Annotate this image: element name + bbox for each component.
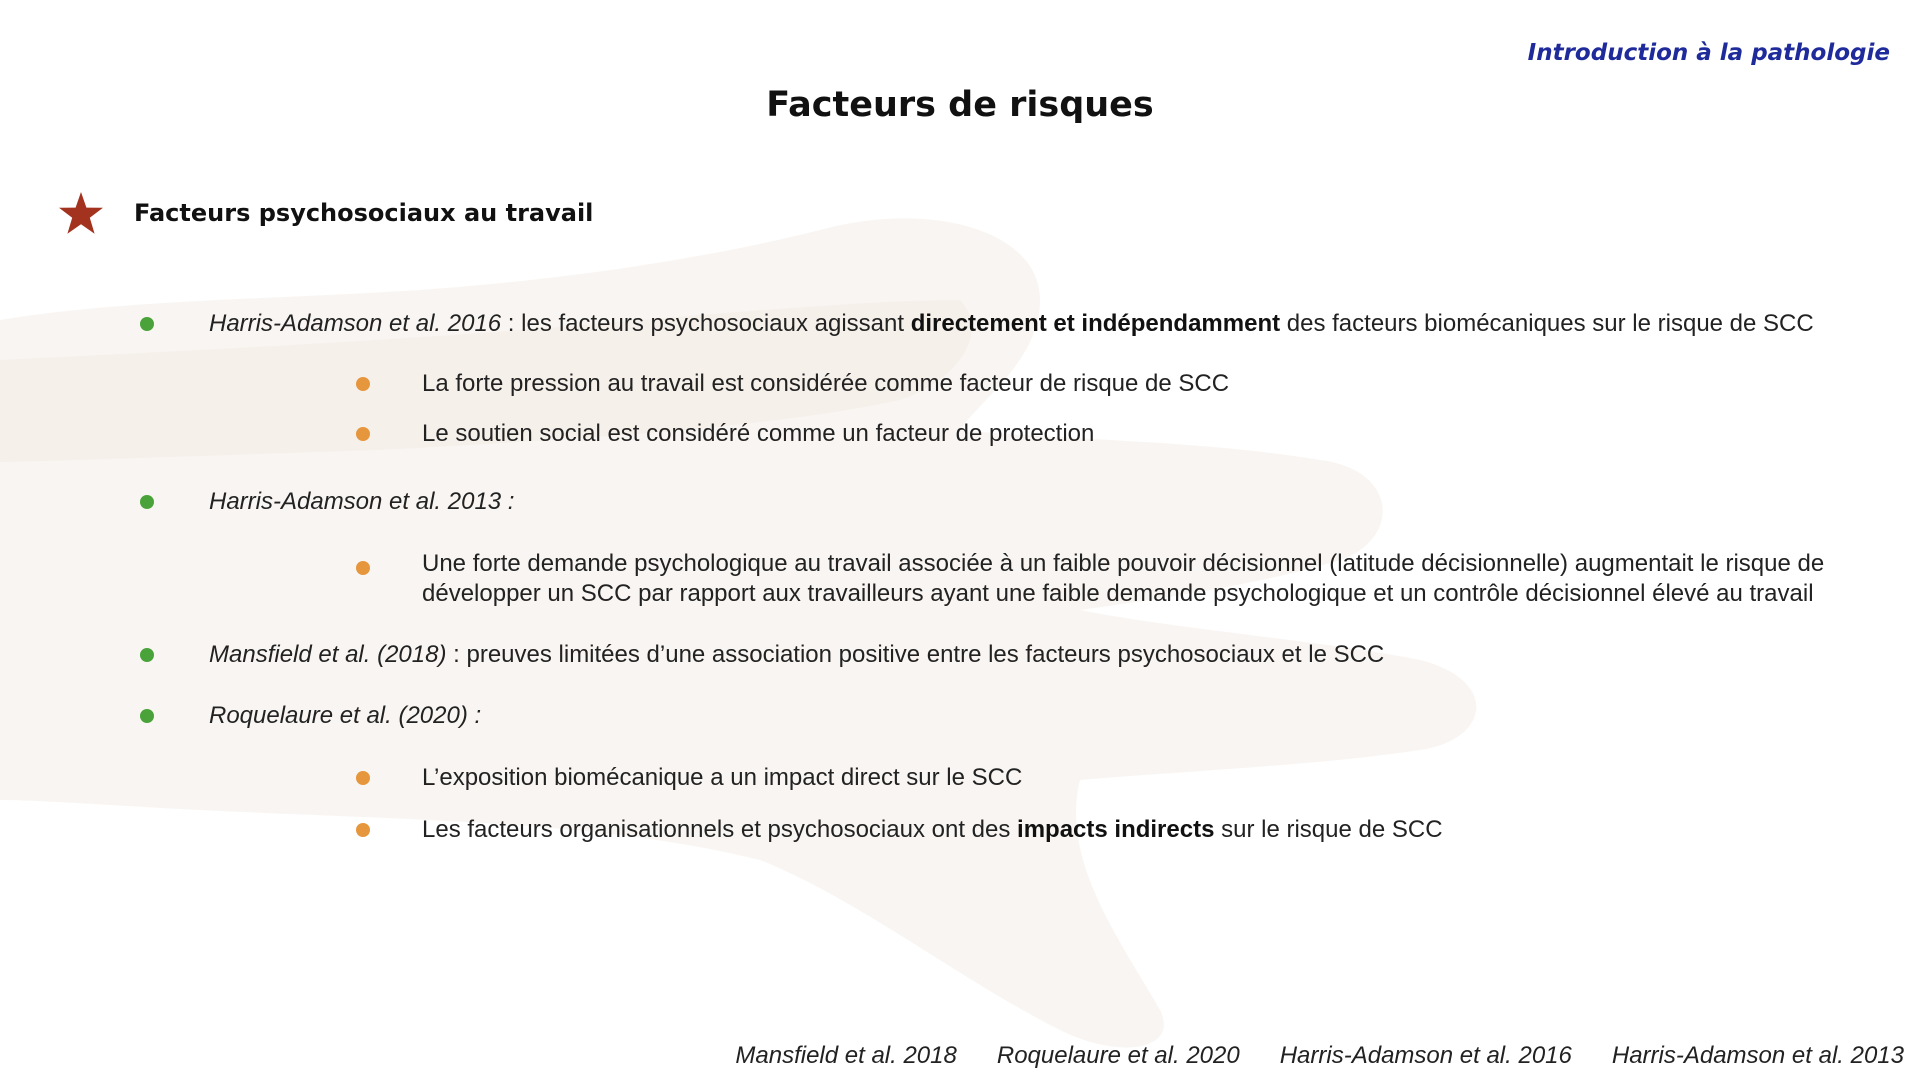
citation: Harris-Adamson et al. 2016 <box>209 310 502 337</box>
list-item-text <box>209 640 1384 670</box>
orange-bullet-icon <box>356 561 370 575</box>
sub-list-item <box>356 549 1896 609</box>
green-bullet-icon <box>140 648 154 662</box>
slide-title: Facteurs de risques <box>766 85 1154 125</box>
sub-list-item <box>356 419 1896 449</box>
reference: Roquelaure et al. 2020 <box>996 1042 1240 1069</box>
sub-list-item <box>356 815 1896 845</box>
sub-list-item-text: Le soutien social est considéré comme un facteur de protection <box>422 420 1095 447</box>
reference: Harris-Adamson et al. 2016 <box>1279 1042 1572 1069</box>
orange-bullet-icon <box>356 771 370 785</box>
list-item-text <box>209 487 514 517</box>
text: sur le risque de SCC <box>1214 816 1443 843</box>
green-bullet-icon <box>140 317 154 331</box>
text: des facteurs biomécaniques sur le risque de SCC <box>1280 310 1814 337</box>
list-item-text <box>209 309 1814 339</box>
heading-label: Facteurs psychosociaux au travail <box>134 199 594 227</box>
orange-bullet-icon <box>356 377 370 391</box>
emphasis: impacts indirects <box>1017 816 1215 843</box>
text: Les facteurs organisationnels et psychosociaux ont des <box>422 816 1018 843</box>
references-footer <box>735 1042 1904 1070</box>
emphasis: directement et indépendamment <box>910 310 1281 337</box>
citation: Mansfield et al. (2018) <box>209 641 447 668</box>
section-tag: Introduction à la pathologie <box>1527 40 1890 66</box>
text: : preuves limitées d’une association positive entre les facteurs psychosociaux et le SCC <box>446 641 1385 668</box>
reference: Harris-Adamson et al. 2013 <box>1611 1042 1904 1069</box>
orange-bullet-icon <box>356 823 370 837</box>
green-bullet-icon <box>140 709 154 723</box>
sub-list-item-text: L’exposition biomécanique a un impact direct sur le SCC <box>422 764 1023 791</box>
sub-list-item <box>356 369 1896 399</box>
list-item <box>140 487 514 517</box>
sub-list-item <box>356 763 1896 793</box>
list-item-text <box>209 701 481 731</box>
text: : les facteurs psychosociaux agissant <box>501 310 911 337</box>
sub-list-item-text <box>422 815 1443 845</box>
orange-bullet-icon <box>356 427 370 441</box>
sub-list-item-text: Une forte demande psychologique au travail associée à un faible pouvoir décisionnel (latitude décisionnelle) augmentait le risque de développer un SCC par rapport aux travailleurs ayant une faible demande psychologique et un contrôle décisionnel élevé au travail <box>422 550 1825 607</box>
list-item <box>140 701 481 731</box>
reference: Mansfield et al. 2018 <box>735 1042 957 1069</box>
sub-list-item-text: La forte pression au travail est considérée comme facteur de risque de SCC <box>422 370 1230 397</box>
green-bullet-icon <box>140 495 154 509</box>
citation: Roquelaure et al. (2020) : <box>209 702 482 729</box>
star-icon <box>58 190 104 236</box>
list-item <box>140 640 1384 670</box>
section-heading <box>58 190 593 236</box>
list-item <box>140 309 1814 339</box>
citation: Harris-Adamson et al. 2013 : <box>209 488 515 515</box>
